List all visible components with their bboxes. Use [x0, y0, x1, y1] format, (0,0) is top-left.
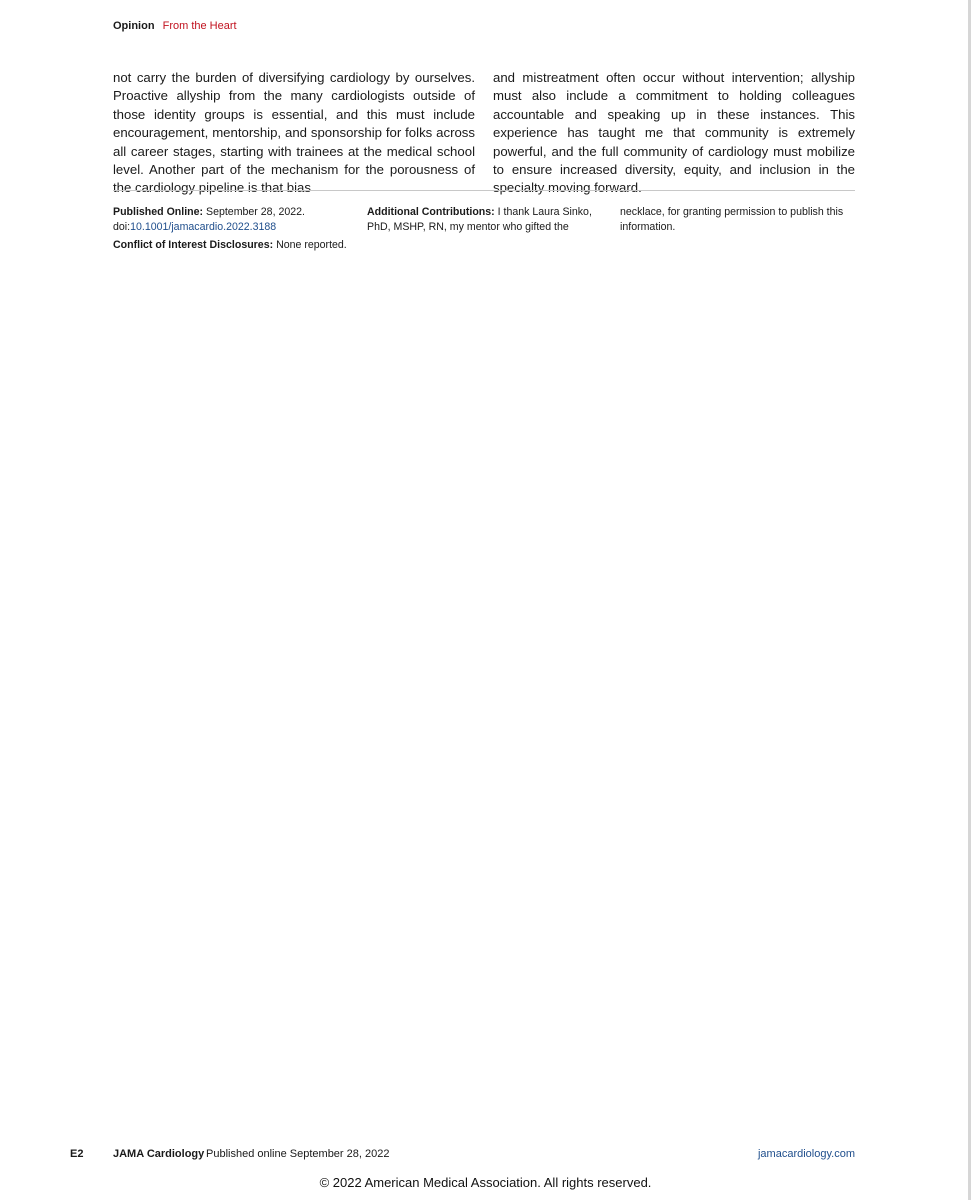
page-number: E2	[70, 1148, 84, 1160]
body-paragraph-right: and mistreatment often occur without intervention; allyship must also include a commitment to holding colleagues accountable and speaking up in these instances. This experience has taught me that community is extremely powerful, and the full community of cardiology must mobilize to ensure increased diversity, equity, and inclusion in the specialty moving forward.	[493, 70, 855, 196]
body-column-right	[493, 69, 855, 198]
doi-line	[113, 220, 349, 235]
section-label: Opinion	[113, 20, 155, 32]
column-label: From the Heart	[162, 20, 237, 32]
doi-link[interactable]: 10.1001/jamacardio.2022.3188	[130, 220, 277, 233]
additional-contributions-continued: necklace, for granting permission to publish this information.	[620, 206, 844, 233]
published-online-label: Published Online:	[113, 206, 204, 218]
footer-published-date: Published online September 28, 2022	[206, 1148, 390, 1160]
article-info-column-3	[620, 205, 856, 234]
body-column-left	[113, 69, 475, 198]
conflict-of-interest-label: Conflict of Interest Disclosures:	[113, 239, 274, 251]
journal-website-link[interactable]: jamacardiology.com	[757, 1148, 855, 1160]
body-paragraph-left: not carry the burden of diversifying cardiology by ourselves. Proactive allyship from the many cardiologists outside of those identity groups is essential, and this must include encouragement, mentorship, and sponsorship for folks across all career stages, starting with trainees at the medical school level. Another part of the mechanism for the porousness of the cardiology pipeline is that bias	[113, 70, 475, 196]
journal-name: JAMA Cardiology	[113, 1148, 205, 1160]
page-footer	[70, 1147, 855, 1161]
section-divider	[113, 190, 855, 191]
article-info-column-1	[113, 205, 349, 253]
published-online-value: September 28, 2022.	[206, 206, 305, 218]
doi-prefix: doi:	[113, 220, 131, 233]
running-head	[113, 19, 237, 33]
conflict-of-interest-value: None reported.	[276, 239, 347, 251]
copyright-notice: © 2022 American Medical Association. All rights reserved.	[319, 1175, 652, 1190]
additional-contributions-value: I thank Laura Sinko, PhD, MSHP, RN, my mentor who gifted the	[367, 206, 592, 233]
article-info-column-2	[367, 205, 597, 234]
conflict-of-interest-line	[113, 238, 349, 253]
additional-contributions-label: Additional Contributions:	[367, 206, 495, 218]
published-online-line	[113, 205, 349, 220]
additional-contributions-line	[367, 205, 597, 234]
